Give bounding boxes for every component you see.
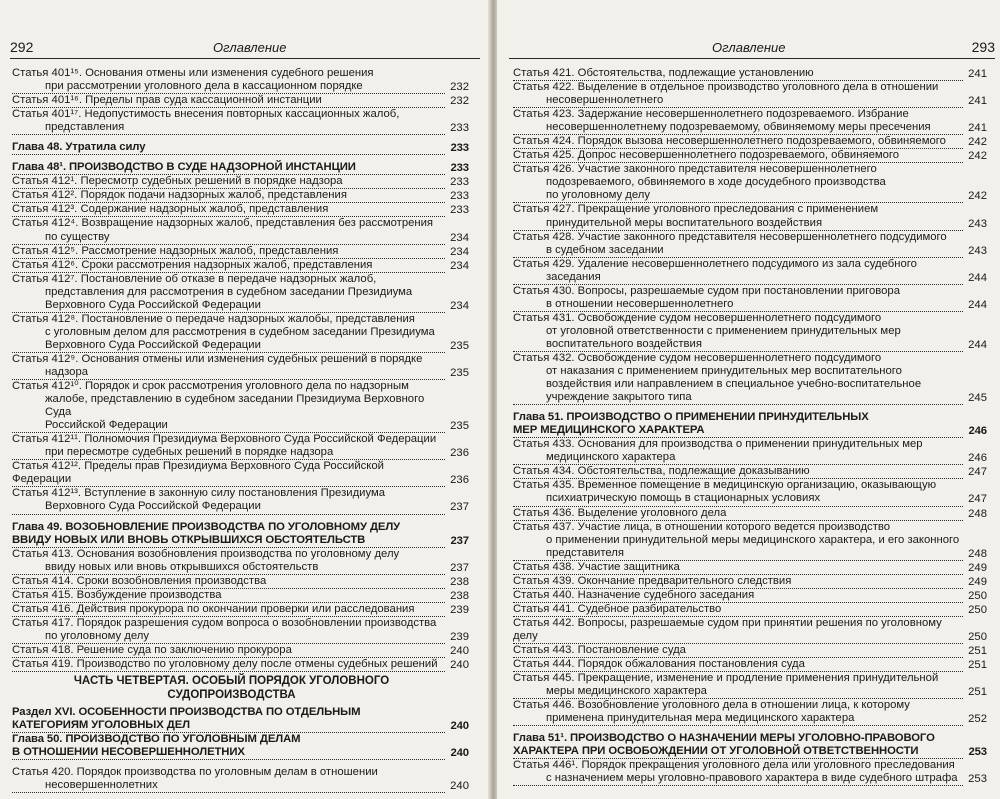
entry-title: Статья 412⁹. Основания отмены или изменения судебных решений в порядке xyxy=(12,352,423,365)
entry-title: Статья 422. Выделение в отдельное производство уголовного дела в отношении xyxy=(513,81,939,94)
entry-page-number: 242 xyxy=(963,150,987,163)
entry-page-number: 234 xyxy=(445,260,469,273)
right-page xyxy=(497,0,1000,799)
entry-page-number: 252 xyxy=(963,713,987,726)
entry-title-continued: МЕР МЕДИЦИНСКОГО ХАРАКТЕРА xyxy=(513,424,963,438)
toc-entry[interactable] xyxy=(513,479,987,506)
entry-title: Глава 48¹. ПРОИЗВОДСТВО В СУДЕ НАДЗОРНОЙ ИНСТАНЦИИ xyxy=(12,161,445,175)
entry-title-continued: Верховного Суда Российской Федерации xyxy=(12,500,445,514)
entry-page-number: 232 xyxy=(445,95,469,108)
toc-entry[interactable] xyxy=(12,108,469,135)
entry-page-number: 233 xyxy=(445,142,469,155)
entry-title-continued: несовершеннолетнего xyxy=(513,94,963,108)
entry-title: Статья 445. Прекращение, изменение и продление применения принудительной xyxy=(513,672,939,685)
toc-entry[interactable] xyxy=(12,766,469,793)
entry-page-number: 250 xyxy=(963,604,987,617)
entry-title: Глава 51. ПРОИЗВОДСТВО О ПРИМЕНЕНИИ ПРИНУДИТЕЛЬНЫХ xyxy=(513,411,869,424)
entry-title-continued: воспитательного воздействия xyxy=(513,338,963,352)
entry-page-number: 236 xyxy=(445,447,469,460)
entry-page-number: 234 xyxy=(445,246,469,259)
entry-page-number: 247 xyxy=(963,466,987,479)
toc-entry[interactable] xyxy=(513,658,987,672)
entry-page-number: 249 xyxy=(963,576,987,589)
entry-title-continued: Верховного Суда Российской Федерации xyxy=(12,339,445,353)
toc-chapter-entry[interactable] xyxy=(513,732,987,759)
entry-title: Статья 437. Участие лица, в отношении которого ведется производство xyxy=(513,520,891,533)
entry-title: Статья 420. Порядок производства по уголовным делам в отношении xyxy=(12,766,378,779)
table-of-contents xyxy=(12,67,469,793)
entry-page-number: 248 xyxy=(963,548,987,561)
toc-entry[interactable] xyxy=(513,603,987,617)
entry-page-number: 253 xyxy=(963,773,987,786)
entry-page-number: 235 xyxy=(445,340,469,353)
entry-title: Статья 412⁶. Сроки рассмотрения надзорных жалоб, представления xyxy=(12,259,445,273)
toc-entry[interactable] xyxy=(513,672,987,699)
entry-title: Статья 435. Временное помещение в медицинскую организацию, оказывающую xyxy=(513,479,937,492)
running-title: Оглавление xyxy=(712,40,786,55)
entry-title: Глава 48. Утратила силу xyxy=(12,141,445,155)
toc-entry[interactable] xyxy=(513,352,987,405)
entry-title: Статья 412¹⁰. Порядок и срок рассмотрения уголовного дела по надзорным xyxy=(12,380,409,393)
toc-entry[interactable] xyxy=(513,203,987,230)
entry-title: Статья 412³. Содержание надзорных жалоб, представления xyxy=(12,203,445,217)
entry-title: Статья 412¹. Пересмотр судебных решений в порядке надзора xyxy=(12,175,445,189)
toc-list xyxy=(513,67,987,786)
toc-entry[interactable] xyxy=(12,603,469,617)
toc-entry[interactable] xyxy=(12,353,469,380)
page-number: 292 xyxy=(10,39,34,55)
toc-entry[interactable] xyxy=(513,465,987,479)
entry-title-continued: представления для рассмотрения в судебном заседании Президиума xyxy=(45,285,413,298)
entry-title-continued: по уголовному делу xyxy=(513,189,963,203)
toc-entry[interactable] xyxy=(12,380,469,433)
entry-title: Статья 446¹. Порядок прекращения уголовного дела или уголовного преследования xyxy=(513,759,955,772)
toc-chapter-entry[interactable] xyxy=(12,733,469,760)
entry-title: Глава 49. ВОЗОБНОВЛЕНИЕ ПРОИЗВОДСТВА ПО УГОЛОВНОМУ ДЕЛУ xyxy=(12,520,401,533)
entry-title-continued: с уголовным делом для рассмотрения в судебном заседании Президиума xyxy=(45,325,435,338)
entry-title: Статья 412¹². Пределы прав Президиума Верховного Суда Российской Федерации xyxy=(12,460,445,487)
toc-entry[interactable] xyxy=(12,644,469,658)
toc-entry[interactable] xyxy=(513,163,987,203)
toc-entry[interactable] xyxy=(12,273,469,313)
entry-title-continued: от уголовной ответственности с применением принудительных мер xyxy=(546,324,901,337)
toc-entry[interactable] xyxy=(513,438,987,465)
entry-page-number: 251 xyxy=(963,686,987,699)
entry-page-number: 239 xyxy=(445,604,469,617)
toc-entry[interactable] xyxy=(12,245,469,259)
entry-page-number: 232 xyxy=(445,81,469,94)
entry-page-number: 240 xyxy=(445,747,469,760)
entry-page-number: 233 xyxy=(445,176,469,189)
entry-title-continued: жалобе, представлению в судебном заседании Президиума Верховного Суда xyxy=(45,393,425,419)
entry-page-number: 246 xyxy=(963,425,987,438)
entry-title-continued: подозреваемого, обвиняемого в ходе досудебного производства xyxy=(546,176,886,189)
toc-entry[interactable] xyxy=(513,67,987,81)
entry-page-number: 234 xyxy=(445,300,469,313)
entry-title: Статья 412⁷. Постановление об отказе в передаче надзорных жалоб, xyxy=(12,272,377,285)
entry-title: Статья 419. Производство по уголовному делу после отмены судебных решений xyxy=(12,658,445,672)
entry-title: Статья 434. Обстоятельства, подлежащие доказыванию xyxy=(513,465,963,479)
toc-entry[interactable] xyxy=(12,589,469,603)
entry-page-number: 234 xyxy=(445,232,469,245)
toc-entry[interactable] xyxy=(513,149,987,163)
entry-page-number: 238 xyxy=(445,576,469,589)
toc-entry[interactable] xyxy=(12,189,469,203)
entry-page-number: 240 xyxy=(445,720,469,733)
entry-title: Статья 401¹⁶. Пределы прав суда кассационной инстанции xyxy=(12,94,445,108)
entry-title: Статья 426. Участие законного представителя несовершеннолетнего xyxy=(513,163,877,176)
entry-page-number: 244 xyxy=(963,299,987,312)
toc-entry[interactable] xyxy=(12,658,469,672)
entry-title: Статья 412⁸. Постановление о передаче надзорных жалобы, представления xyxy=(12,312,415,325)
toc-chapter-entry[interactable] xyxy=(513,411,987,438)
entry-page-number: 239 xyxy=(445,631,469,644)
toc-entry[interactable] xyxy=(12,67,469,94)
entry-page-number: 243 xyxy=(963,245,987,258)
toc-entry[interactable] xyxy=(513,312,987,352)
entry-page-number: 235 xyxy=(445,367,469,380)
entry-title-continued: ХАРАКТЕРА ПРИ ОСВОБОЖДЕНИИ ОТ УГОЛОВНОЙ ОТВЕТСТВЕННОСТИ xyxy=(513,745,963,759)
toc-entry[interactable] xyxy=(513,81,987,108)
entry-title-continued: в судебном заседании xyxy=(513,244,963,258)
entry-page-number: 233 xyxy=(445,162,469,175)
entry-title: Статья 442. Вопросы, разрешаемые судом при принятии решения по уголовному делу xyxy=(513,617,963,644)
entry-title-continued: несовершеннолетних xyxy=(12,779,445,793)
entry-title: Статья 414. Сроки возобновления производства xyxy=(12,575,445,589)
entry-page-number: 236 xyxy=(445,474,469,487)
entry-title: Статья 430. Вопросы, разрешаемые судом при постановлении приговора xyxy=(513,284,901,297)
entry-title-continued: представителя xyxy=(513,547,963,561)
entry-title-continued: при пересмотре судебных решений в порядке надзора xyxy=(12,446,445,460)
toc-entry[interactable] xyxy=(12,203,469,217)
entry-page-number: 241 xyxy=(963,95,987,108)
entry-title: Статья 425. Допрос несовершеннолетнего подозреваемого, обвиняемого xyxy=(513,149,963,163)
entry-title: Статья 438. Участие защитника xyxy=(513,561,963,575)
entry-title: Статья 431. Освобождение судом несовершеннолетнего подсудимого xyxy=(513,311,882,324)
entry-title: Статья 412². Порядок подачи надзорных жалоб, представления xyxy=(12,189,445,203)
toc-entry[interactable] xyxy=(12,259,469,273)
toc-chapter-entry[interactable] xyxy=(12,161,469,175)
entry-page-number: 237 xyxy=(445,562,469,575)
entry-title: Статья 412⁴. Возвращение надзорных жалоб, представления без рассмотрения xyxy=(12,217,434,230)
entry-title-continued: по существу xyxy=(12,231,445,245)
entry-page-number: 242 xyxy=(963,190,987,203)
toc-entry[interactable] xyxy=(12,313,469,353)
entry-page-number: 238 xyxy=(445,590,469,603)
toc-entry[interactable] xyxy=(513,108,987,135)
entry-title-continued: КАТЕГОРИЯМ УГОЛОВНЫХ ДЕЛ xyxy=(12,719,445,733)
toc-entry[interactable] xyxy=(513,759,987,786)
toc-entry[interactable] xyxy=(513,507,987,521)
entry-title: Статья 433. Основания для производства о применении принудительных мер xyxy=(513,438,923,451)
entry-title-continued: воздействия или направлением в специальное учебно-воспитательное xyxy=(546,378,922,391)
entry-title-continued: о применении принудительной меры медицинского характера, и его законного xyxy=(546,533,960,546)
entry-page-number: 245 xyxy=(963,392,987,405)
entry-title: Статья 401¹⁵. Основания отмены или изменения судебного решения xyxy=(12,67,374,79)
entry-title-continued: В ОТНОШЕНИИ НЕСОВЕРШЕННОЛЕТНИХ xyxy=(12,746,445,760)
entry-page-number: 247 xyxy=(963,493,987,506)
entry-page-number: 242 xyxy=(963,136,987,149)
entry-title-continued: надзора xyxy=(12,366,445,380)
entry-page-number: 241 xyxy=(963,68,987,81)
entry-title-continued: применена принудительная мера медицинского характера xyxy=(513,712,963,726)
entry-title: Глава 50. ПРОИЗВОДСТВО ПО УГОЛОВНЫМ ДЕЛАМ xyxy=(12,733,301,746)
entry-page-number: 243 xyxy=(963,218,987,231)
entry-title-continued: представления xyxy=(12,121,445,135)
entry-page-number: 248 xyxy=(963,508,987,521)
toc-entry[interactable] xyxy=(12,94,469,108)
toc-entry[interactable] xyxy=(513,589,987,603)
entry-title: Глава 51¹. ПРОИЗВОДСТВО О НАЗНАЧЕНИИ МЕРЫ УГОЛОВНО-ПРАВОВОГО xyxy=(513,732,935,745)
entry-title-continued: ВВИДУ НОВЫХ ИЛИ ВНОВЬ ОТКРЫВШИХСЯ ОБСТОЯТЕЛЬСТВ xyxy=(12,534,445,548)
entry-title-continued: заседания xyxy=(513,271,963,285)
entry-title: Статья 429. Удаление несовершеннолетнего подсудимого из зала судебного xyxy=(513,257,917,270)
entry-title-continued: несовершеннолетнему подозреваемому, обвиняемому меры пресечения xyxy=(513,121,963,135)
entry-title: Раздел XVI. ОСОБЕННОСТИ ПРОИЗВОДСТВА ПО ОТДЕЛЬНЫМ xyxy=(12,706,361,719)
entry-title: Статья 416. Действия прокурора по окончании проверки или расследования xyxy=(12,603,445,617)
entry-page-number: 240 xyxy=(445,659,469,672)
entry-title-continued: принудительной меры воспитательного воздействия xyxy=(513,217,963,231)
entry-title: Статья 424. Порядок вызова несовершеннолетнего подозреваемого, обвиняемого xyxy=(513,135,963,149)
entry-title-continued: Верховного Суда Российской Федерации xyxy=(12,299,445,313)
toc-entry[interactable] xyxy=(12,487,469,514)
entry-page-number: 250 xyxy=(963,631,987,644)
entry-title: Статья 440. Назначение судебного заседания xyxy=(513,589,963,603)
page-number: 293 xyxy=(971,39,995,55)
entry-title-continued: от наказания с применением принудительных мер воспитательного xyxy=(546,365,902,378)
entry-title-continued: Российской Федерации xyxy=(12,419,445,433)
toc-entry[interactable] xyxy=(513,231,987,258)
entry-title: Статья 412⁵. Рассмотрение надзорных жалоб, представления xyxy=(12,245,445,259)
entry-title: Статья 436. Выделение уголовного дела xyxy=(513,507,963,521)
entry-title: Статья 443. Постановление суда xyxy=(513,644,963,658)
entry-page-number: 251 xyxy=(963,645,987,658)
toc-entry[interactable] xyxy=(12,175,469,189)
entry-page-number: 253 xyxy=(963,746,987,759)
entry-page-number: 237 xyxy=(445,501,469,514)
table-of-contents xyxy=(513,67,987,786)
entry-page-number: 235 xyxy=(445,420,469,433)
toc-entry[interactable] xyxy=(12,617,469,644)
entry-title: Статья 446. Возобновление уголовного дела в отношении лица, к которому xyxy=(513,699,910,712)
entry-title: Статья 401¹⁷. Недопустимость внесения повторных кассационных жалоб, xyxy=(12,108,400,121)
toc-entry[interactable] xyxy=(513,699,987,726)
entry-title: Статья 428. Участие законного представителя несовершеннолетнего подсудимого xyxy=(513,230,947,243)
entry-title-continued: психиатрическую помощь в стационарных условиях xyxy=(513,492,963,506)
entry-title: Статья 413. Основания возобновления производства по уголовному делу xyxy=(12,547,400,560)
running-title: Оглавление xyxy=(213,40,287,55)
toc-entry[interactable] xyxy=(513,575,987,589)
entry-page-number: 244 xyxy=(963,272,987,285)
part-heading-line: СУДОПРОИЗВОДСТВА xyxy=(167,689,296,702)
entry-page-number: 237 xyxy=(445,535,469,548)
left-page xyxy=(0,0,491,799)
entry-title-continued: меры медицинского характера xyxy=(513,685,963,699)
entry-page-number: 233 xyxy=(445,122,469,135)
entry-title: Статья 417. Порядок разрешения судом вопроса о возобновлении производства xyxy=(12,616,437,629)
entry-title: Статья 421. Обстоятельства, подлежащие установлению xyxy=(513,67,963,81)
toc-entry[interactable] xyxy=(12,217,469,244)
entry-title: Статья 412¹³. Вступление в законную силу постановления Президиума xyxy=(12,487,386,500)
entry-title-continued: учреждение закрытого типа xyxy=(513,391,963,405)
toc-entry[interactable] xyxy=(513,644,987,658)
entry-title: Статья 423. Задержание несовершеннолетнего подозреваемого. Избрание xyxy=(513,108,909,121)
entry-title: Статья 444. Порядок обжалования постановления суда xyxy=(513,658,963,672)
entry-page-number: 244 xyxy=(963,339,987,352)
entry-page-number: 250 xyxy=(963,590,987,603)
entry-title-continued: ввиду новых или вновь открывшихся обстоятельств xyxy=(12,561,445,575)
part-heading-line: ЧАСТЬ ЧЕТВЕРТАЯ. ОСОБЫЙ ПОРЯДОК УГОЛОВНОГО xyxy=(73,675,390,688)
entry-title-continued: при рассмотрении уголовного дела в кассационном порядке xyxy=(12,80,445,94)
entry-title: Статья 441. Судебное разбирательство xyxy=(513,603,963,617)
toc-chapter-entry[interactable] xyxy=(12,706,469,733)
entry-title-continued: по уголовному делу xyxy=(12,630,445,644)
toc-list xyxy=(12,67,469,672)
toc-entry[interactable] xyxy=(513,135,987,149)
toc-entry[interactable] xyxy=(513,561,987,575)
toc-entry[interactable] xyxy=(513,617,987,644)
toc-entry[interactable] xyxy=(12,548,469,575)
entry-page-number: 233 xyxy=(445,204,469,217)
toc-entry[interactable] xyxy=(513,285,987,312)
entry-title: Статья 439. Окончание предварительного следствия xyxy=(513,575,963,589)
toc-list xyxy=(12,706,469,793)
toc-entry[interactable] xyxy=(513,258,987,285)
entry-title-continued: с назначением меры уголовно-правового характера в виде судебного штрафа xyxy=(513,772,963,786)
entry-page-number: 240 xyxy=(445,780,469,793)
toc-chapter-entry[interactable] xyxy=(12,521,469,548)
toc-entry[interactable] xyxy=(12,575,469,589)
entry-title: Статья 412¹¹. Полномочия Президиума Верховного Суда Российской Федерации xyxy=(12,433,437,446)
entry-page-number: 233 xyxy=(445,190,469,203)
entry-page-number: 241 xyxy=(963,122,987,135)
part-heading xyxy=(12,672,469,706)
toc-entry[interactable] xyxy=(12,460,469,487)
page-header xyxy=(10,38,480,59)
toc-entry[interactable] xyxy=(12,433,469,460)
entry-page-number: 246 xyxy=(963,452,987,465)
entry-page-number: 249 xyxy=(963,562,987,575)
entry-title: Статья 415. Возбуждение производства xyxy=(12,589,445,603)
page-header xyxy=(509,38,995,59)
entry-title-continued: в отношении несовершеннолетнего xyxy=(513,298,963,312)
toc-entry[interactable] xyxy=(513,521,987,561)
entry-page-number: 251 xyxy=(963,659,987,672)
entry-title: Статья 432. Освобождение судом несовершеннолетнего подсудимого xyxy=(513,351,882,364)
entry-title: Статья 427. Прекращение уголовного преследования с применением xyxy=(513,203,879,216)
toc-chapter-entry[interactable] xyxy=(12,141,469,155)
entry-page-number: 240 xyxy=(445,645,469,658)
entry-title: Статья 418. Решение суда по заключению прокурора xyxy=(12,644,445,658)
entry-title-continued: медицинского характера xyxy=(513,451,963,465)
